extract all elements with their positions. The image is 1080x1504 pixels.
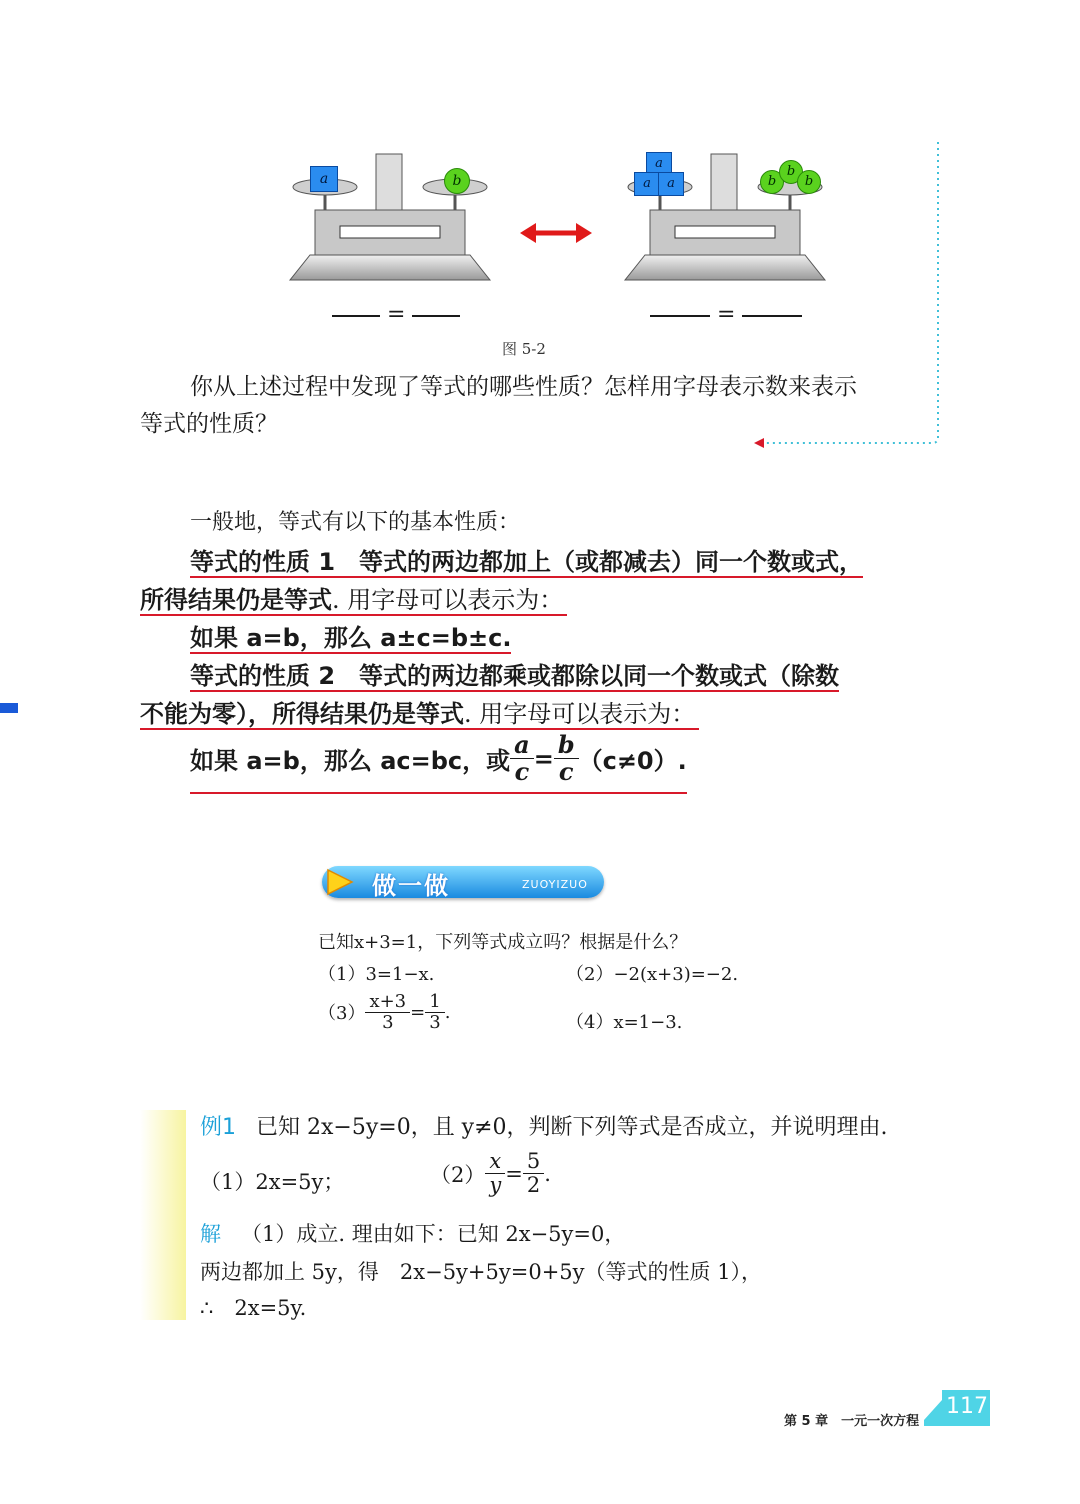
property-1-underline	[140, 586, 567, 616]
double-arrow-icon	[518, 220, 594, 246]
activity-banner	[322, 866, 604, 898]
blank-line	[650, 313, 710, 317]
chapter-footer: 第 5 章 一元一次方程	[784, 1414, 920, 1429]
property-2-formula-end: （c≠0）.	[578, 747, 687, 776]
page-number-tab	[924, 1390, 990, 1426]
property-1-heading: 等式的性质 1 等式的两边都加上（或都减去）同一个数或式，	[190, 548, 864, 576]
fraction-x-plus-3-over-3	[365, 992, 410, 1033]
right-blank-equation	[650, 302, 802, 327]
fraction-a-over-c	[510, 732, 534, 786]
fraction-denominator: 3	[382, 1011, 394, 1033]
property-2-line-2	[140, 694, 699, 729]
left-block-a: a	[310, 166, 338, 192]
fraction-5-over-2	[523, 1150, 544, 1197]
blank-line	[742, 313, 802, 317]
property-2-formula-start: 如果 a=b，那么 ac=bc，或	[190, 747, 511, 776]
activity-item-4: （4）x=1−3.	[566, 1012, 683, 1033]
equals-sign: =	[533, 744, 554, 773]
example-label: 例1	[200, 1115, 236, 1140]
example-statement: 已知 2x−5y=0，且 y≠0，判断下列等式是否成立，并说明理由.	[256, 1115, 888, 1140]
property-1-formula-text: 如果 a=b，那么 a±c=b±c.	[190, 624, 512, 652]
property-1-conclusion: 所得结果仍是等式	[140, 586, 332, 614]
example-part-1: （1）2x=5y；	[200, 1170, 345, 1194]
fraction-numerator: 5	[523, 1150, 544, 1174]
fraction-numerator: x	[485, 1150, 505, 1174]
property-1-lead-in: . 用字母可以表示为：	[332, 586, 564, 614]
solution-line-1	[200, 1218, 625, 1248]
property-2-line-1	[190, 656, 839, 691]
fraction-x-over-y	[485, 1150, 505, 1197]
example-statement-line	[200, 1110, 888, 1141]
right-block-a-left: a	[634, 172, 660, 196]
question-line-2: 等式的性质？	[140, 411, 278, 437]
activity-item-3-end: .	[444, 1001, 451, 1023]
fraction-numerator: 1	[425, 992, 444, 1013]
fraction-1-over-3	[425, 992, 444, 1033]
property-2-conclusion: 不能为零），所得结果仍是等式	[140, 700, 464, 728]
solution-line-2: 两边都加上 5y，得 2x−5y+5y=0+5y（等式的性质 1），	[200, 1260, 763, 1284]
example-part-2	[430, 1150, 551, 1197]
fraction-denominator: 2	[526, 1173, 541, 1198]
example-part-2-end: .	[544, 1161, 551, 1186]
property-2-formula	[190, 732, 687, 794]
blank-line	[332, 313, 380, 317]
activity-title: 做一做	[372, 872, 450, 900]
right-ball-b-top: b	[779, 160, 803, 184]
right-ball-b-right: b	[797, 170, 821, 194]
fraction-numerator: b	[554, 732, 579, 759]
example-side-band	[140, 1110, 186, 1320]
solution-label: 解	[200, 1222, 221, 1246]
fraction-denominator: c	[558, 757, 574, 787]
side-marker	[0, 703, 18, 713]
equals-sign: =	[717, 302, 736, 327]
activity-item-3-label: （3）	[318, 1003, 366, 1025]
property-2-lead-in: . 用字母可以表示为：	[464, 700, 696, 728]
properties-intro: 一般地，等式有以下的基本性质：	[190, 510, 521, 535]
fraction-numerator: x+3	[365, 992, 410, 1013]
figure-caption: 图 5-2	[502, 340, 546, 358]
activity-item-3	[318, 992, 450, 1033]
left-ball-b: b	[444, 168, 470, 194]
example-part-2-label: （2）	[430, 1162, 486, 1187]
property-1-line-1	[190, 542, 863, 577]
equals-sign: =	[410, 1001, 426, 1023]
equals-sign: =	[387, 302, 406, 327]
page-number: 117	[946, 1394, 988, 1419]
right-ball-b-left: b	[760, 170, 784, 194]
fraction-numerator: a	[510, 732, 534, 759]
fraction-denominator: 3	[429, 1011, 441, 1033]
activity-item-1: （1）3=1−x.	[318, 964, 435, 985]
activity-prompt: 已知x+3=1，下列等式成立吗？根据是什么？	[318, 932, 688, 953]
activity-item-2: （2）−2(x+3)=−2.	[566, 964, 739, 985]
blank-line	[412, 313, 460, 317]
property-1-line-2	[140, 580, 567, 615]
right-block-a-right: a	[658, 172, 684, 196]
play-triangle-icon	[324, 868, 354, 896]
equals-sign: =	[505, 1161, 523, 1186]
fraction-denominator: y	[489, 1173, 502, 1198]
property-1-formula	[190, 618, 511, 653]
fraction-denominator: c	[514, 757, 530, 787]
fraction-b-over-c	[554, 732, 579, 786]
left-blank-equation	[332, 302, 460, 327]
solution-line-1-text: （1）成立. 理由如下：已知 2x−5y=0，	[241, 1222, 626, 1246]
solution-line-3: ∴ 2x=5y.	[200, 1296, 307, 1320]
right-block-a-top: a	[646, 152, 672, 176]
question-line-1: 你从上述过程中发现了等式的哪些性质？怎样用字母表示数来表示	[190, 374, 857, 400]
activity-subtitle: ZUOYIZUO	[522, 878, 588, 891]
property-2-underline	[140, 700, 699, 730]
property-2-heading: 等式的性质 2 等式的两边都乘或都除以同一个数或式（除数	[190, 662, 840, 690]
